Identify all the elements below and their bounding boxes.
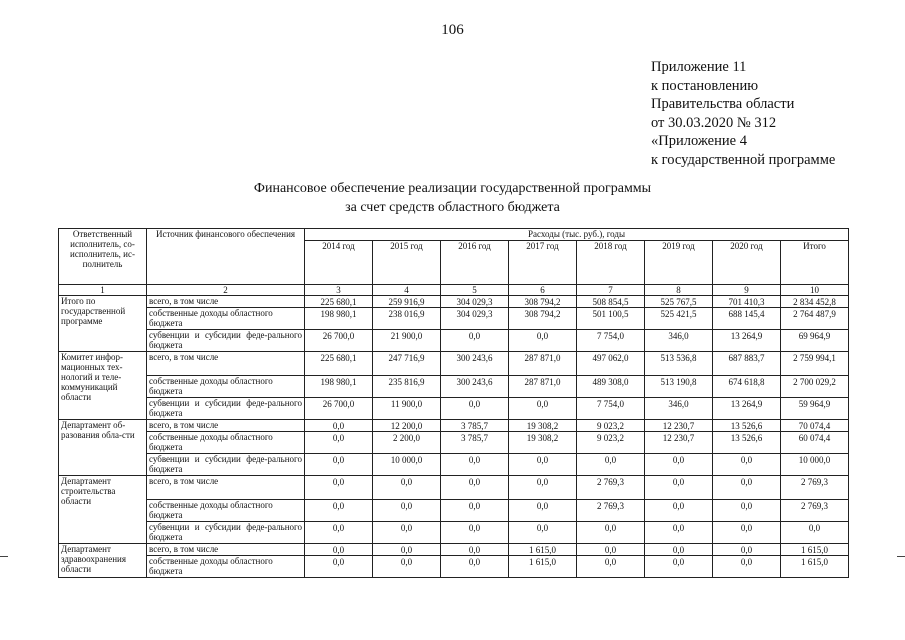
executor-cell: Департамент строительства области [59, 476, 147, 544]
value-cell: 0,0 [441, 522, 509, 544]
executor-cell: Комитет инфор-мационных тех-нологий и теле-коммуникаций области [59, 352, 147, 420]
value-cell: 13 264,9 [713, 330, 781, 352]
value-cell: 3 785,7 [441, 432, 509, 454]
value-cell: 308 794,2 [509, 308, 577, 330]
value-cell: 0,0 [713, 544, 781, 556]
appendix-header [651, 58, 835, 169]
total-cell: 70 074,4 [781, 420, 849, 432]
value-cell: 2 769,3 [577, 476, 645, 500]
value-cell: 0,0 [645, 556, 713, 578]
source-cell: всего, в том числе [147, 352, 305, 376]
column-index: 5 [441, 285, 509, 296]
value-cell: 0,0 [373, 522, 441, 544]
value-cell: 259 916,9 [373, 296, 441, 308]
header-year: 2015 год [373, 241, 441, 285]
value-cell: 0,0 [577, 544, 645, 556]
value-cell: 287 871,0 [509, 376, 577, 398]
value-cell: 0,0 [305, 500, 373, 522]
value-cell: 0,0 [645, 454, 713, 476]
value-cell: 0,0 [441, 556, 509, 578]
value-cell: 235 816,9 [373, 376, 441, 398]
value-cell: 0,0 [305, 476, 373, 500]
table-row [59, 296, 849, 308]
value-cell: 26 700,0 [305, 398, 373, 420]
value-cell: 308 794,2 [509, 296, 577, 308]
column-index: 3 [305, 285, 373, 296]
value-cell: 1 615,0 [509, 544, 577, 556]
value-cell: 247 716,9 [373, 352, 441, 376]
table-row [59, 330, 849, 352]
value-cell: 0,0 [645, 544, 713, 556]
source-cell: собственные доходы областного бюджета [147, 308, 305, 330]
total-cell: 2 769,3 [781, 476, 849, 500]
value-cell: 26 700,0 [305, 330, 373, 352]
total-cell: 2 700 029,2 [781, 376, 849, 398]
value-cell: 688 145,4 [713, 308, 781, 330]
value-cell: 11 900,0 [373, 398, 441, 420]
column-index: 9 [713, 285, 781, 296]
document-title [0, 179, 905, 217]
executor-cell: Итого по государственной программе [59, 296, 147, 352]
total-cell: 1 615,0 [781, 544, 849, 556]
column-index-row [59, 285, 849, 296]
source-cell: собственные доходы областного бюджета [147, 500, 305, 522]
value-cell: 9 023,2 [577, 420, 645, 432]
value-cell: 21 900,0 [373, 330, 441, 352]
value-cell: 525 421,5 [645, 308, 713, 330]
appendix-line: к государственной программе [651, 151, 836, 168]
value-cell: 198 980,1 [305, 308, 373, 330]
source-cell: собственные доходы областного бюджета [147, 556, 305, 578]
value-cell: 13 526,6 [713, 420, 781, 432]
value-cell: 0,0 [577, 556, 645, 578]
total-cell: 60 074,4 [781, 432, 849, 454]
total-cell: 59 964,9 [781, 398, 849, 420]
value-cell: 0,0 [713, 500, 781, 522]
value-cell: 0,0 [441, 500, 509, 522]
title-line: за счет средств областного бюджета [345, 200, 560, 215]
appendix-line: от 30.03.2020 № 312 [651, 114, 777, 131]
header-row [59, 229, 849, 241]
value-cell: 0,0 [373, 556, 441, 578]
source-cell: собственные доходы областного бюджета [147, 432, 305, 454]
value-cell: 0,0 [509, 454, 577, 476]
header-total: Итого [781, 241, 849, 285]
value-cell: 300 243,6 [441, 376, 509, 398]
value-cell: 19 308,2 [509, 432, 577, 454]
value-cell: 346,0 [645, 330, 713, 352]
value-cell: 2 769,3 [577, 500, 645, 522]
value-cell: 0,0 [713, 522, 781, 544]
table-row [59, 376, 849, 398]
value-cell: 525 767,5 [645, 296, 713, 308]
value-cell: 513 536,8 [645, 352, 713, 376]
value-cell: 0,0 [645, 522, 713, 544]
header-source: Источник финансового обеспечения [147, 229, 305, 285]
left-edge-mark [0, 556, 8, 557]
source-cell: субвенции и субсидии феде-рального бюджета [147, 522, 305, 544]
total-cell: 2 759 994,1 [781, 352, 849, 376]
value-cell: 0,0 [305, 522, 373, 544]
value-cell: 0,0 [441, 476, 509, 500]
column-index: 1 [59, 285, 147, 296]
value-cell: 0,0 [713, 454, 781, 476]
header-executor: Ответственный исполнитель, со-исполнитель, ис-полнитель [59, 229, 147, 285]
value-cell: 0,0 [713, 556, 781, 578]
value-cell: 0,0 [509, 476, 577, 500]
column-index: 7 [577, 285, 645, 296]
value-cell: 0,0 [509, 500, 577, 522]
total-cell: 2 764 487,9 [781, 308, 849, 330]
header-year: 2019 год [645, 241, 713, 285]
value-cell: 1 615,0 [509, 556, 577, 578]
value-cell: 0,0 [645, 500, 713, 522]
value-cell: 2 200,0 [373, 432, 441, 454]
column-index: 4 [373, 285, 441, 296]
table-row [59, 522, 849, 544]
table-row [59, 476, 849, 500]
header-expenses: Расходы (тыс. руб.), годы [305, 229, 849, 241]
value-cell: 7 754,0 [577, 398, 645, 420]
value-cell: 501 100,5 [577, 308, 645, 330]
column-index: 10 [781, 285, 849, 296]
value-cell: 198 980,1 [305, 376, 373, 398]
header-year: 2020 год [713, 241, 781, 285]
page-number: 106 [441, 22, 464, 38]
value-cell: 13 264,9 [713, 398, 781, 420]
value-cell: 7 754,0 [577, 330, 645, 352]
header-year: 2018 год [577, 241, 645, 285]
source-cell: собственные доходы областного бюджета [147, 376, 305, 398]
value-cell: 238 016,9 [373, 308, 441, 330]
value-cell: 225 680,1 [305, 352, 373, 376]
value-cell: 0,0 [509, 398, 577, 420]
value-cell: 687 883,7 [713, 352, 781, 376]
source-cell: субвенции и субсидии феде-рального бюджета [147, 454, 305, 476]
value-cell: 0,0 [373, 476, 441, 500]
table-row [59, 500, 849, 522]
table-row [59, 544, 849, 556]
source-cell: всего, в том числе [147, 296, 305, 308]
header-year: 2014 год [305, 241, 373, 285]
source-cell: всего, в том числе [147, 420, 305, 432]
value-cell: 701 410,3 [713, 296, 781, 308]
header-year: 2016 год [441, 241, 509, 285]
value-cell: 489 308,0 [577, 376, 645, 398]
right-edge-mark [897, 556, 905, 557]
value-cell: 0,0 [305, 454, 373, 476]
value-cell: 10 000,0 [373, 454, 441, 476]
value-cell: 346,0 [645, 398, 713, 420]
value-cell: 9 023,2 [577, 432, 645, 454]
value-cell: 0,0 [441, 398, 509, 420]
column-index: 6 [509, 285, 577, 296]
value-cell: 12 230,7 [645, 420, 713, 432]
total-cell: 10 000,0 [781, 454, 849, 476]
value-cell: 287 871,0 [509, 352, 577, 376]
appendix-line: Приложение 11 [651, 59, 747, 75]
title-line: Финансовое обеспечение реализации государственной программы [253, 181, 652, 196]
value-cell: 0,0 [577, 454, 645, 476]
value-cell: 225 680,1 [305, 296, 373, 308]
appendix-line: Правительства области [651, 96, 795, 112]
value-cell: 0,0 [509, 330, 577, 352]
value-cell: 0,0 [305, 556, 373, 578]
header-year: 2017 год [509, 241, 577, 285]
table-row [59, 352, 849, 376]
value-cell: 300 243,6 [441, 352, 509, 376]
value-cell: 0,0 [509, 522, 577, 544]
total-cell: 0,0 [781, 522, 849, 544]
value-cell: 0,0 [645, 476, 713, 500]
table-row [59, 432, 849, 454]
value-cell: 0,0 [441, 454, 509, 476]
table-body [59, 296, 849, 578]
value-cell: 0,0 [305, 420, 373, 432]
appendix-line: «Приложение 4 [651, 133, 747, 149]
value-cell: 19 308,2 [509, 420, 577, 432]
executor-cell: Департамент здравоохранения области [59, 544, 147, 578]
total-cell: 69 964,9 [781, 330, 849, 352]
table-row [59, 556, 849, 578]
value-cell: 12 230,7 [645, 432, 713, 454]
value-cell: 3 785,7 [441, 420, 509, 432]
value-cell: 0,0 [373, 544, 441, 556]
total-cell: 1 615,0 [781, 556, 849, 578]
value-cell: 0,0 [441, 330, 509, 352]
value-cell: 0,0 [373, 500, 441, 522]
value-cell: 0,0 [305, 544, 373, 556]
source-cell: субвенции и субсидии феде-рального бюджета [147, 330, 305, 352]
table-row [59, 420, 849, 432]
value-cell: 513 190,8 [645, 376, 713, 398]
financing-table [58, 228, 849, 578]
column-index: 2 [147, 285, 305, 296]
value-cell: 0,0 [713, 476, 781, 500]
value-cell: 12 200,0 [373, 420, 441, 432]
value-cell: 304 029,3 [441, 308, 509, 330]
value-cell: 0,0 [441, 544, 509, 556]
value-cell: 674 618,8 [713, 376, 781, 398]
source-cell: субвенции и субсидии феде-рального бюджета [147, 398, 305, 420]
value-cell: 13 526,6 [713, 432, 781, 454]
value-cell: 0,0 [305, 432, 373, 454]
total-cell: 2 769,3 [781, 500, 849, 522]
table-row [59, 398, 849, 420]
source-cell: всего, в том числе [147, 476, 305, 500]
executor-cell: Департамент об-разования обла-сти [59, 420, 147, 476]
value-cell: 0,0 [577, 522, 645, 544]
value-cell: 304 029,3 [441, 296, 509, 308]
column-index: 8 [645, 285, 713, 296]
table-row [59, 454, 849, 476]
source-cell: всего, в том числе [147, 544, 305, 556]
appendix-line: к постановлению [651, 77, 759, 94]
total-cell: 2 834 452,8 [781, 296, 849, 308]
table-row [59, 308, 849, 330]
value-cell: 508 854,5 [577, 296, 645, 308]
value-cell: 497 062,0 [577, 352, 645, 376]
